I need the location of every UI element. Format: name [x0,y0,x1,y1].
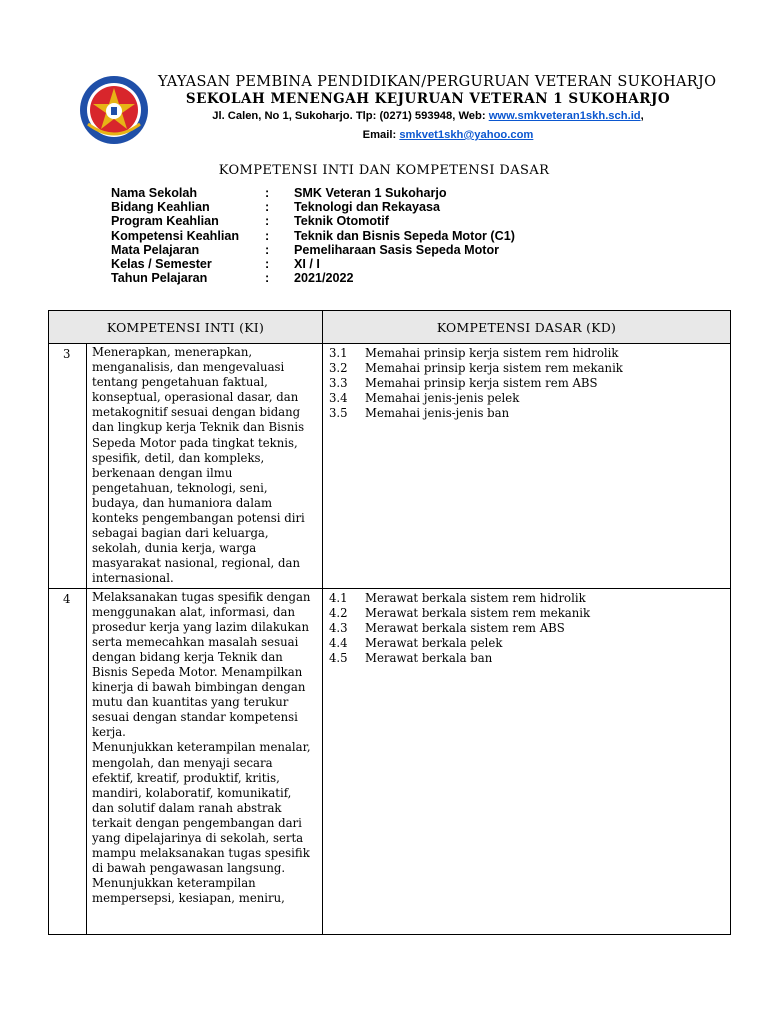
kd-text: Merawat berkala sistem rem mekanik [365,605,591,620]
info-colon: : [265,214,270,229]
info-label: Mata Pelajaran [111,242,200,257]
info-value: SMK Veteran 1 Sukoharjo [294,186,447,200]
document-title: KOMPETENSI INTI DAN KOMPETENSI DASAR [218,163,550,178]
kd-code: 4.4 [329,635,348,650]
kd-code: 3.3 [329,376,348,391]
info-colon: : [265,186,270,200]
kd-cell [323,588,731,934]
info-value: Teknik dan Bisnis Sepeda Motor (C1) [294,228,515,243]
kd-text: Merawat berkala pelek [365,635,503,650]
organization-name: YAYASAN PEMBINA PENDIDIKAN/PERGURUAN VETERAN SUKOHARJO [158,74,717,90]
table-header-row [49,311,731,344]
address-line [158,108,698,125]
row-number: 3 [49,344,87,589]
info-label: Bidang Keahlian [111,200,210,215]
competency-table [48,310,731,935]
header-ki: KOMPETENSI INTI (KI) [49,311,323,344]
info-label: Kompetensi Keahlian [111,228,240,243]
kd-text: Memahai jenis-jenis pelek [365,391,520,406]
address-suffix: , [640,110,644,122]
kd-item [329,651,726,666]
school-name: SEKOLAH MENENGAH KEJURUAN VETERAN 1 SUKOHARJO [185,91,671,107]
ki-paragraph: Menerapkan, menerapkan, menganalisis, dan mengevaluasi tentang pengetahuan faktual, konseptual, operasional dasar, dan metakognitif sesuai dengan bidang dan lingkup kerja Teknik dan Bisnis Sepeda Motor pada tingkat teknis, spesifik, detil, dan kompleks, berkenaan dengan ilmu pengetahuan, teknologi, seni, budaya, dan humaniora dalam konteks pengembangan potensi diri sebagai bagian dari keluarga, sekolah, dunia kerja, warga masyarakat nasional, regional, dan internasional. [92,345,305,586]
kd-text: Memahai prinsip kerja sistem rem mekanik [365,361,623,376]
info-value: Teknologi dan Rekayasa [294,200,441,215]
email-link[interactable]: smkvet1skh@yahoo.com [399,129,534,141]
info-colon: : [265,228,270,243]
ki-cell [87,344,323,589]
info-colon: : [265,256,270,271]
kd-item [329,591,726,606]
ki-paragraph: Menunjukkan keterampilan mempersepsi, kesiapan, meniru, [92,876,285,906]
header-kd: KOMPETENSI DASAR (KD) [323,311,731,344]
address-text: Jl. Calen, No 1, Sukoharjo. Tlp: (0271) 593948, Web: [212,110,489,122]
info-label: Program Keahlian [111,214,219,229]
info-colon: : [265,242,270,257]
kd-item [329,346,726,361]
info-colon: : [265,200,270,215]
kd-code: 4.2 [329,605,348,620]
ki-paragraph: Menunjukkan keterampilan menalar, mengolah, dan menyaji secara efektif, kreatif, produktif, kritis, mandiri, kolaboratif, komunikatif, dan solutif dalam ranah abstrak terkait dengan pengembangan dari yang dipelajarinya di sekolah, serta mampu melaksanakan tugas spesifik di bawah pengawasan langsung. [92,740,311,876]
row-number: 4 [49,588,87,934]
kd-code: 3.5 [329,406,348,421]
kd-code: 3.2 [329,361,348,376]
kd-code: 4.1 [329,590,348,605]
table-row [49,588,731,934]
kd-text: Memahai prinsip kerja sistem rem hidrolik [365,346,619,360]
info-value: Teknik Otomotif [294,214,389,229]
info-value: 2021/2022 [294,271,354,286]
kd-text: Memahai prinsip kerja sistem rem ABS [365,376,598,391]
email-line [158,127,698,144]
ki-paragraph: Melaksanakan tugas spesifik dengan menggunakan alat, informasi, dan prosedur kerja yang lazim dilakukan serta memecahkan masalah sesuai dengan bidang kerja Teknik dan Bisnis Sepeda Motor. Menampilkan kinerja di bawah bimbingan dengan mutu dan kuantitas yang terukur sesuai dengan standar kompetensi kerja. [92,589,311,740]
kd-item [329,361,726,376]
kd-code: 3.1 [329,346,348,360]
info-label: Kelas / Semester [111,256,212,271]
info-label: Tahun Pelajaran [111,271,208,286]
kd-code: 4.5 [329,650,348,665]
kd-text: Memahai jenis-jenis ban [365,406,510,421]
kd-cell [323,344,731,589]
info-value: XI / I [294,256,320,271]
info-label: Nama Sekolah [111,186,198,200]
table-row [49,344,731,589]
email-label: Email: [362,129,400,141]
kd-item [329,636,726,651]
kd-code: 4.3 [329,620,348,635]
kd-text: Merawat berkala sistem rem ABS [365,620,565,635]
website-link[interactable]: www.smkveteran1skh.sch.id [488,110,641,122]
kd-item [329,621,726,636]
school-logo-icon [78,74,150,146]
info-value: Pemeliharaan Sasis Sepeda Motor [294,242,500,257]
kd-text: Merawat berkala sistem rem hidrolik [365,590,586,605]
kd-item [329,606,726,621]
ki-cell [87,588,323,934]
kd-item [329,391,726,406]
letterhead [78,74,717,144]
kd-text: Merawat berkala ban [365,650,493,665]
kd-item [329,376,726,391]
info-colon: : [265,271,270,286]
kd-code: 3.4 [329,391,348,406]
kd-item [329,406,726,421]
